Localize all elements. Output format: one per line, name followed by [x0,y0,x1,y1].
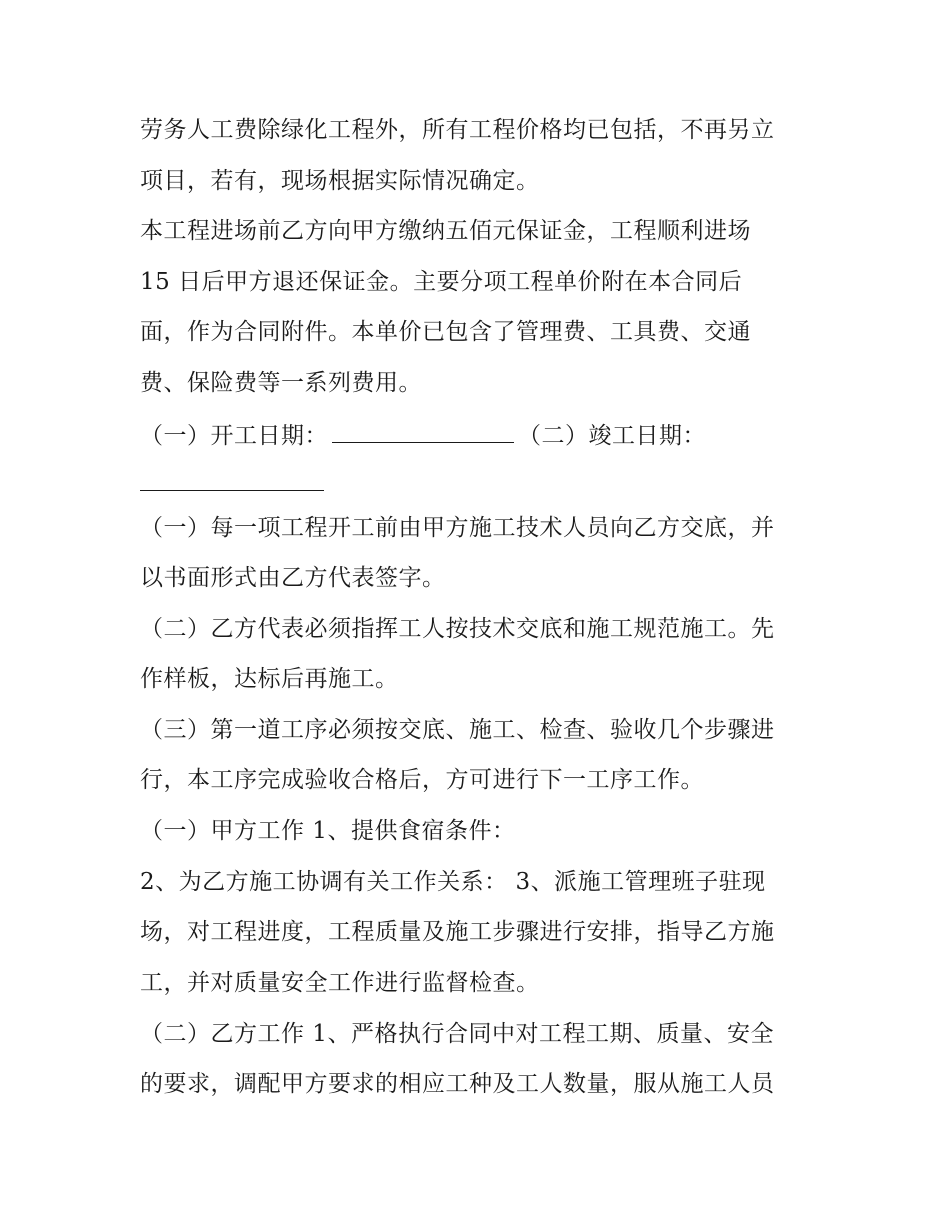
text-line: （三）第一道工序必须按交底、施工、检查、验收几个步骤进 [140,717,775,743]
text-line: 行，本工序完成验收合格后，方可进行下一工序工作。 [140,767,704,793]
text-line: （二）乙方代表必须指挥工人按技术交底和施工规范施工。先 [140,616,775,642]
text-line: 劳务人工费除绿化工程外，所有工程价格均已包括，不再另立 [140,117,775,143]
text-line: 面，作为合同附件。本单价已包含了管理费、工具费、交通 [140,319,751,345]
end-date-blank [140,470,324,491]
text-line: 场，对工程进度，工程质量及施工步骤进行安排，指导乙方施 [140,919,775,945]
text-line: 项目，若有，现场根据实际情况确定。 [140,168,540,194]
text-line: 本工程进场前乙方向甲方缴纳五佰元保证金，工程顺利进场 [140,218,751,244]
text-line: 2、为乙方施工协调有关工作关系： 3、派施工管理班子驻现 [140,869,766,895]
dates-line [140,418,706,454]
text-line: （一）每一项工程开工前由甲方施工技术人员向乙方交底，并 [140,515,775,541]
start-date-blank [332,420,514,443]
text-line: 工，并对质量安全工作进行监督检查。 [140,970,540,996]
text-line: （二）乙方工作 1、严格执行合同中对工程工期、质量、安全 [140,1021,774,1047]
text-line: （一）甲方工作 1、提供食宿条件： [140,818,516,844]
text-line: 以书面形式由乙方代表签字。 [140,565,446,591]
text-line: 作样板，达标后再施工。 [140,666,399,692]
text-line: 费、保险费等一系列费用。 [140,370,422,396]
end-date-label: （二）竣工日期： [518,423,706,449]
text-line: 15 日后甲方退还保证金。主要分项工程单价附在本合同后 [140,269,743,295]
text-line: 的要求，调配甲方要求的相应工种及工人数量，服从施工人员 [140,1071,775,1097]
start-date-label: （一）开工日期： [140,423,328,449]
